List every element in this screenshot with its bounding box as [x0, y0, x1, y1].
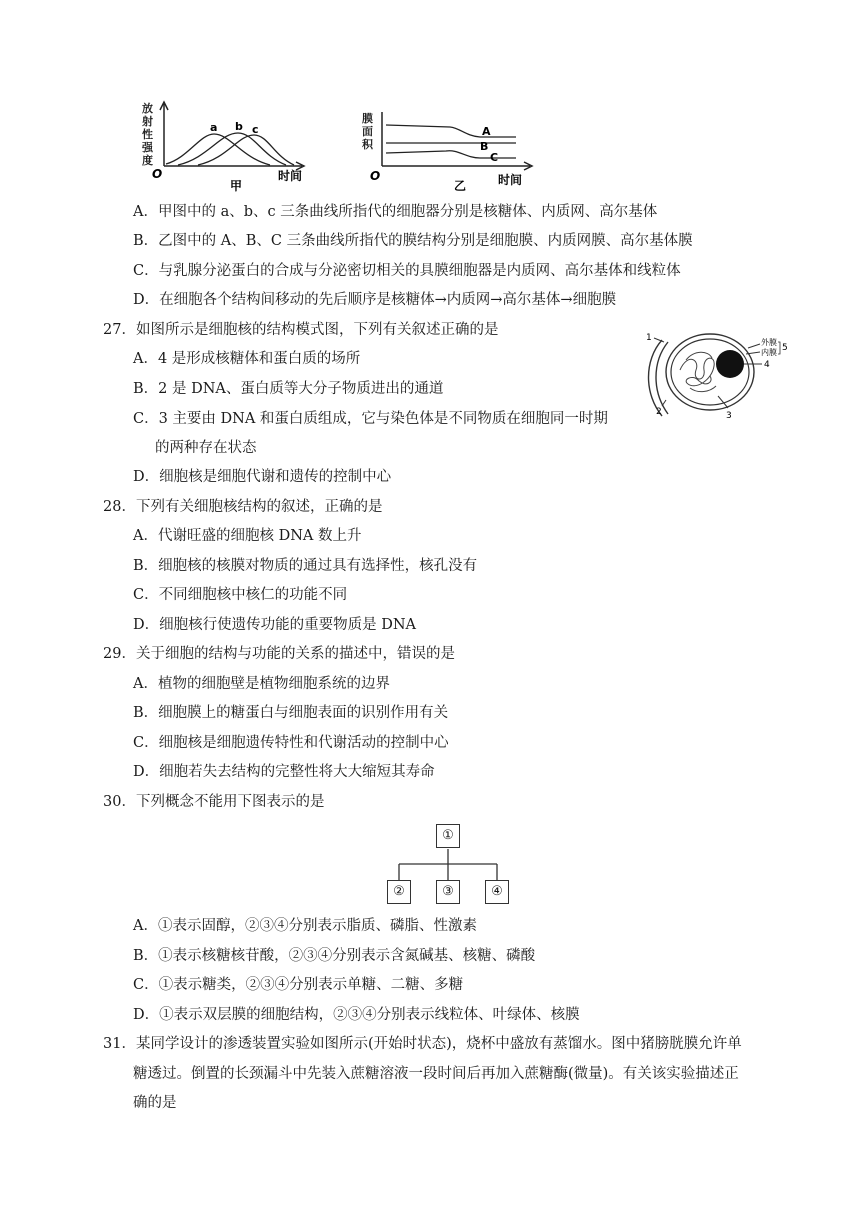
svg-text:5: 5 — [782, 343, 788, 353]
svg-text:B: B — [480, 140, 489, 153]
tree-node-child-2: ③ — [436, 880, 460, 904]
q28-option-a: A．代谢旺盛的细胞核 DNA 数上升 — [133, 528, 362, 544]
figure-yi — [360, 110, 540, 200]
svg-text:A: A — [482, 125, 491, 138]
q27-option-c-cont: 的两种存在状态 — [155, 440, 257, 456]
svg-text:膜: 膜 — [362, 112, 373, 125]
svg-text:面: 面 — [362, 125, 373, 138]
q29-option-d: D．细胞若失去结构的完整性将大大缩短其寿命 — [133, 764, 435, 780]
q26-option-b: B．乙图中的 A、B、C 三条曲线所指代的膜结构分别是细胞膜、内质网膜、高尔基体膜 — [133, 233, 693, 249]
q28-option-d: D．细胞核行使遗传功能的重要物质是 DNA — [133, 617, 417, 633]
svg-text:放: 放 — [142, 102, 153, 115]
svg-text:射: 射 — [142, 115, 153, 128]
svg-text:性: 性 — [142, 128, 153, 141]
jia-xlabel: 时间 — [278, 169, 303, 183]
svg-text:a: a — [210, 121, 218, 134]
svg-text:外膜: 外膜 — [761, 338, 777, 347]
q26-option-a: A．甲图中的 a、b、c 三条曲线所指代的细胞器分别是核糖体、内质网、高尔基体 — [133, 204, 658, 220]
tree-node-child-1: ② — [387, 880, 411, 904]
q29-option-b: B．细胞膜上的糖蛋白与细胞表面的识别作用有关 — [133, 705, 449, 721]
svg-text:1: 1 — [646, 333, 652, 343]
q31-line-2: 糖透过。倒置的长颈漏斗中先装入蔗糖溶液一段时间后再加入蔗糖酶(微量)。有关该实验描述正 — [133, 1066, 739, 1082]
q29-option-c: C．细胞核是细胞遗传特性和代谢活动的控制中心 — [133, 735, 449, 751]
q31-line-3: 确的是 — [133, 1095, 177, 1111]
yi-origin: O — [370, 169, 381, 183]
curve-a — [166, 134, 270, 165]
q27-option-a: A．4 是形成核糖体和蛋白质的场所 — [133, 351, 361, 367]
q27-option-c: C．3 主要由 DNA 和蛋白质组成，它与染色体是不同物质在细胞同一时期 — [133, 411, 608, 427]
svg-text:积: 积 — [362, 138, 373, 151]
q27-stem: 27．如图所示是细胞核的结构模式图，下列有关叙述正确的是 — [103, 322, 499, 338]
jia-ylabel — [141, 101, 154, 167]
tree-node-child-3: ④ — [485, 880, 509, 904]
svg-text:2: 2 — [656, 407, 662, 417]
jia-caption: 甲 — [230, 179, 243, 193]
yi-ylabel — [362, 111, 374, 151]
q28-option-c: C．不同细胞核中核仁的功能不同 — [133, 587, 348, 603]
q28-stem: 28．下列有关细胞核结构的叙述，正确的是 — [103, 499, 383, 515]
q30-stem: 30．下列概念不能用下图表示的是 — [103, 794, 325, 810]
nucleolus — [716, 350, 744, 378]
svg-text:C: C — [490, 151, 499, 164]
q30-option-d: D．①表示双层膜的细胞结构，②③④分别表示线粒体、叶绿体、核膜 — [133, 1007, 580, 1023]
svg-text:c: c — [252, 123, 259, 136]
jia-origin: O — [152, 167, 163, 181]
svg-text:内膜: 内膜 — [761, 348, 777, 357]
q29-stem: 29．关于细胞的结构与功能的关系的描述中，错误的是 — [103, 646, 455, 662]
nucleus-figure — [640, 330, 790, 425]
q26-option-d: D．在细胞各个结构间移动的先后顺序是核糖体→内质网→高尔基体→细胞膜 — [133, 292, 617, 308]
svg-text:b: b — [235, 120, 243, 133]
q27-option-b: B．2 是 DNA、蛋白质等大分子物质进出的通道 — [133, 381, 444, 397]
svg-text:强: 强 — [142, 141, 153, 154]
yi-caption: 乙 — [454, 179, 467, 193]
q27-option-d: D．细胞核是细胞代谢和遗传的控制中心 — [133, 469, 392, 485]
curve-A — [386, 125, 516, 137]
q29-option-a: A．植物的细胞壁是植物细胞系统的边界 — [133, 676, 390, 692]
svg-text:度: 度 — [142, 154, 153, 167]
svg-text:4: 4 — [764, 360, 770, 370]
curve-c — [198, 135, 294, 165]
svg-text:3: 3 — [726, 411, 732, 421]
q30-option-a: A．①表示固醇，②③④分别表示脂质、磷脂、性激素 — [133, 918, 477, 934]
q30-option-b: B．①表示核糖核苷酸，②③④分别表示含氮碱基、核糖、磷酸 — [133, 948, 536, 964]
q28-option-b: B．细胞核的核膜对物质的通过具有选择性，核孔没有 — [133, 558, 478, 574]
q31-line-1: 31．某同学设计的渗透装置实验如图所示(开始时状态)，烧杯中盛放有蒸馏水。图中猪膀胱膜允许单 — [103, 1036, 742, 1052]
figure-jia — [138, 100, 348, 200]
tree-node-root: ① — [436, 824, 460, 848]
q26-option-c: C．与乳腺分泌蛋白的合成与分泌密切相关的具膜细胞器是内质网、高尔基体和线粒体 — [133, 263, 681, 279]
q30-option-c: C．①表示糖类，②③④分别表示单糖、二糖、多糖 — [133, 977, 464, 993]
curve-b — [178, 133, 286, 165]
yi-xlabel: 时间 — [498, 173, 523, 187]
